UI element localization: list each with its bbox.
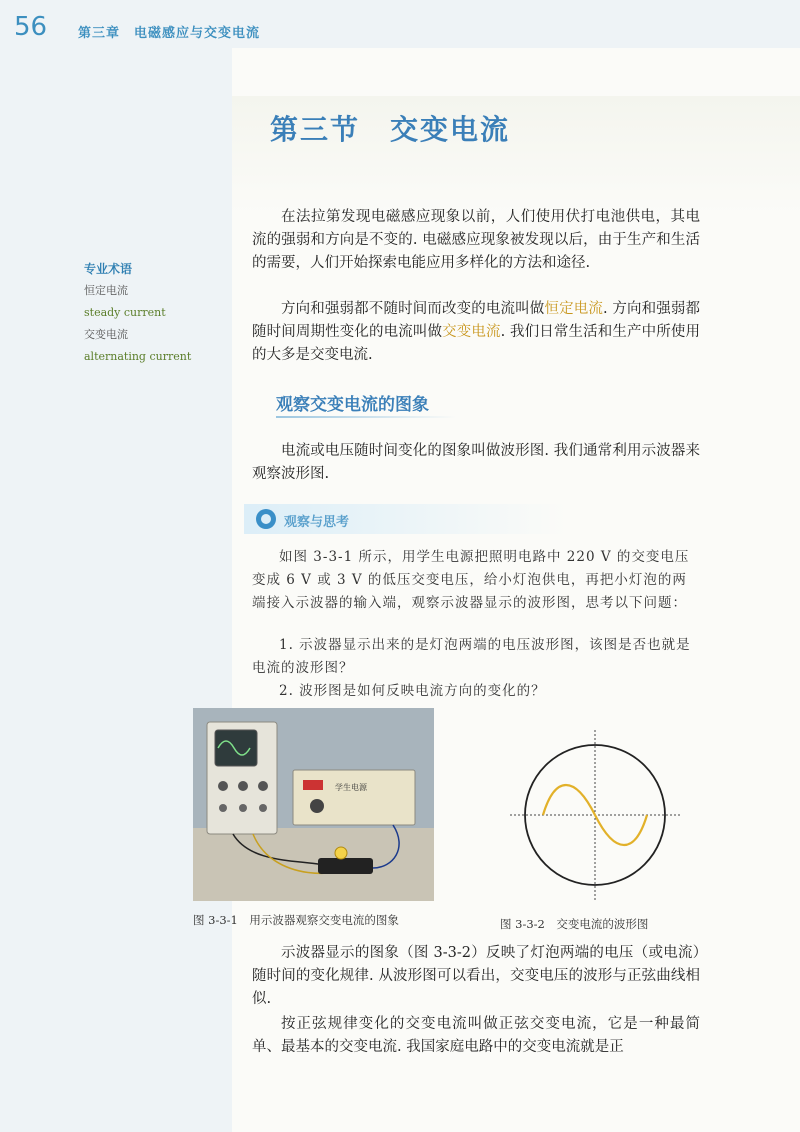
table-surface [193,828,434,901]
terms-heading: 专业术语 [84,262,133,276]
knob [218,781,228,791]
intro-paragraph-1: 在法拉第发现电磁感应现象以前，人们使用伏打电池供电，其电流的强弱和方向是不变的. 电磁感应现象被发现以后，由于生产和生活的需要，人们开始探索电能应用多样化的方法和途径. [252,209,700,271]
section-title: 第三节 交变电流 [270,113,511,146]
light-bulb [335,847,347,859]
bulb-holder [318,858,373,874]
terms-sidebar [84,258,191,368]
conclusion-paragraph-1: 示波器显示的图象（图 3-3-2）反映了灯泡两端的电压（或电流）随时间的变化规律. 从波形图可以看出，交变电压的波形与正弦曲线相似. [252,945,700,1007]
text-run: 方向和强弱都不随时间而改变的电流叫做 [281,301,545,317]
observe-paragraph: 如图 3-3-1 所示，用学生电源把照明电路中 220 V 的交变电压变成 6 V 或 3 V 的低压交变电压，给小灯泡供电，再把小灯泡的两端接入示波器的输入端，观察示波器显示的波形图，思考以下问题： [252,549,690,611]
oscilloscope-photo [193,708,434,901]
conclusion-paragraph-2: 按正弦规律变化的交变电流叫做正弦交变电流，它是一种最简单、最基本的交变电流. 我国家庭电路中的交变电流就是正 [252,1016,700,1055]
text-run: . 我们日常生活和生产中所使用的大多是交变电流. [252,324,701,363]
heading-underline [276,416,456,418]
term-alternating-current: 交变电流 [442,324,501,340]
subsection-heading: 观察交变电流的图象 [276,395,429,415]
intro-paragraph-2 [252,298,700,367]
knob [238,781,248,791]
power-knob [310,799,324,813]
knob [219,804,227,812]
knob [258,781,268,791]
observe-question-2: 2. 波形图是如何反映电流方向的变化的？ [279,683,546,699]
power-supply-label: 学生电源 [335,783,367,792]
page-number: 56 [14,12,48,42]
left-margin-column [0,48,232,1132]
term-zh: 恒定电流 [84,284,128,297]
observe-title: 观察与思考 [284,515,350,530]
knob [259,804,267,812]
observe-question-1: 1. 示波器显示出来的是灯泡两端的电压波形图，该图是否也就是电流的波形图？ [252,637,691,676]
figure-2-caption: 图 3-3-2 交变电流的波形图 [500,917,649,931]
term-steady-current: 恒定电流 [544,301,603,317]
term-zh: 交变电流 [84,328,128,341]
chapter-title: 第三章 电磁感应与交变电流 [78,26,261,41]
section-paragraph: 电流或电压随时间变化的图象叫做波形图. 我们通常利用示波器来观察波形图. [252,443,700,482]
oscilloscope-screen [215,730,257,766]
power-label-tag [303,780,323,790]
power-supply [293,770,415,825]
waveform-diagram [510,730,680,900]
term-en: steady current [84,306,166,319]
term-en: alternating current [84,350,192,363]
knob [239,804,247,812]
observe-icon [256,509,276,529]
text-run: . 方向和强弱都随时间周期性变化的电流叫做 [252,301,701,340]
figure-1-caption: 图 3-3-1 用示波器观察交变电流的图象 [193,913,399,927]
